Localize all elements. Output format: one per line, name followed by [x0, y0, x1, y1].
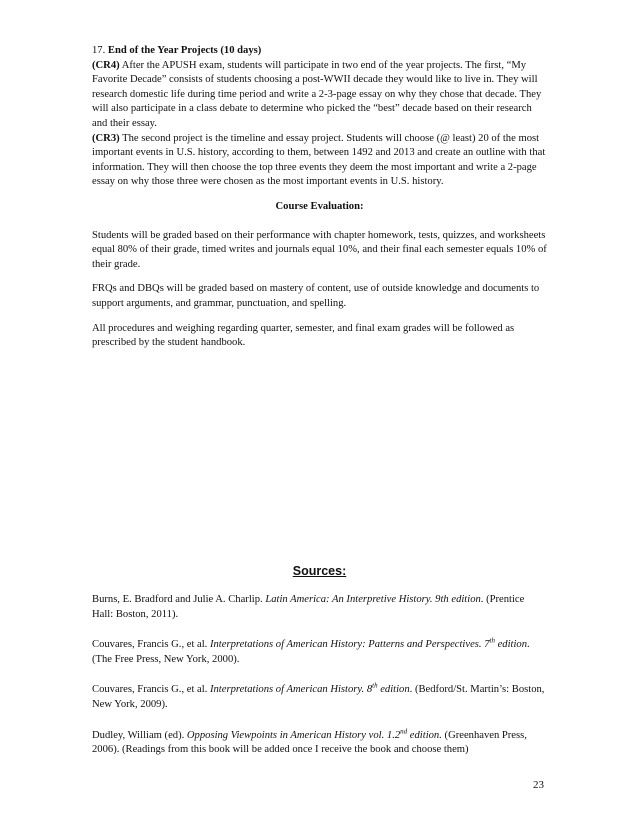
source-entry: [92, 593, 547, 622]
source-publication: (Greenhaven Press, 2006). (Readings from this book will be added once I receive the book and choose them): [92, 729, 527, 756]
source-title: Opposing Viewpoints in American History vol. 1.2: [186, 729, 401, 741]
source-edition-suffix: th: [372, 681, 378, 690]
source-title: Interpretations of American History: Patterns and Perspectives. 7: [209, 639, 490, 651]
sources-list: [92, 593, 547, 774]
source-edition-suffix: th: [489, 636, 495, 645]
source-entry: [92, 683, 547, 712]
cr4-tag: (CR4): [92, 59, 120, 71]
page-number: 23: [533, 779, 544, 791]
source-authors: Couvares, Francis G., et al.: [92, 639, 210, 651]
section-title: End of the Year Projects (10 days): [107, 45, 262, 56]
source-authors: Burns, E. Bradford and Julie A. Charlip.: [92, 594, 266, 605]
cr3-tag: (CR3): [92, 132, 120, 144]
source-title-tail: edition.: [407, 729, 442, 741]
section-17-paragraph: [92, 44, 547, 190]
section-number: 17.: [92, 45, 106, 56]
cr4-text: After the APUSH exam, students will participate in two end of the year projects. The first, “My Favorite Decade” consists of students choosing a post-WWII decade they would like to live in. They will research domestic life during time period and write a 2-3-page essay on why they chose that decade. They will also participate in a class debate to determine who picked the “best” decade based on their research and their essay.: [92, 59, 542, 129]
source-publication: . (The Free Press, New York, 2000).: [92, 639, 530, 665]
source-title-tail: edition: [377, 684, 410, 696]
source-publication: . (Bedford/St. Martin’s: Boston, New York, 2009).: [92, 684, 545, 710]
source-entry: [92, 729, 547, 758]
evaluation-paragraph: FRQs and DBQs will be graded based on mastery of content, use of outside knowledge and documents to support arguments, and grammar, punctuation, and spelling.: [92, 283, 540, 309]
source-title: Interpretations of American History. 8: [209, 684, 373, 696]
source-authors: Dudley, William (ed).: [92, 729, 187, 741]
sources-heading: Sources:: [292, 564, 347, 578]
cr3-text: The second project is the timeline and essay project. Students will choose (@ least) 20 of the most important events in U.S. history, according to them, between 1492 and 2013 and create an outline with that information. They will then choose the top three events they deem the most important and write a 2-page essay on why those three were chosen as the most important events in U.S. history.: [92, 132, 546, 188]
source-title-tail: edition: [494, 639, 528, 651]
source-publication: . (Prentice Hall: Boston, 2011).: [92, 594, 525, 620]
source-edition-suffix: nd: [400, 727, 408, 736]
source-authors: Couvares, Francis G., et al.: [92, 684, 210, 696]
evaluation-paragraph: All procedures and weighing regarding quarter, semester, and final exam grades will be followed as prescribed by the student handbook.: [92, 322, 515, 349]
course-evaluation-heading: Course Evaluation:: [275, 200, 364, 212]
source-title: Latin America: An Interpretive History. 9th edition: [265, 594, 481, 605]
evaluation-paragraph: Students will be graded based on their performance with chapter homework, tests, quizzes, and worksheets equal 80% of their grade, timed writes and journals equal 10%, and their final each semester equals 10% of their grade.: [92, 229, 547, 270]
source-entry: [92, 638, 547, 667]
document-body: [92, 44, 547, 361]
